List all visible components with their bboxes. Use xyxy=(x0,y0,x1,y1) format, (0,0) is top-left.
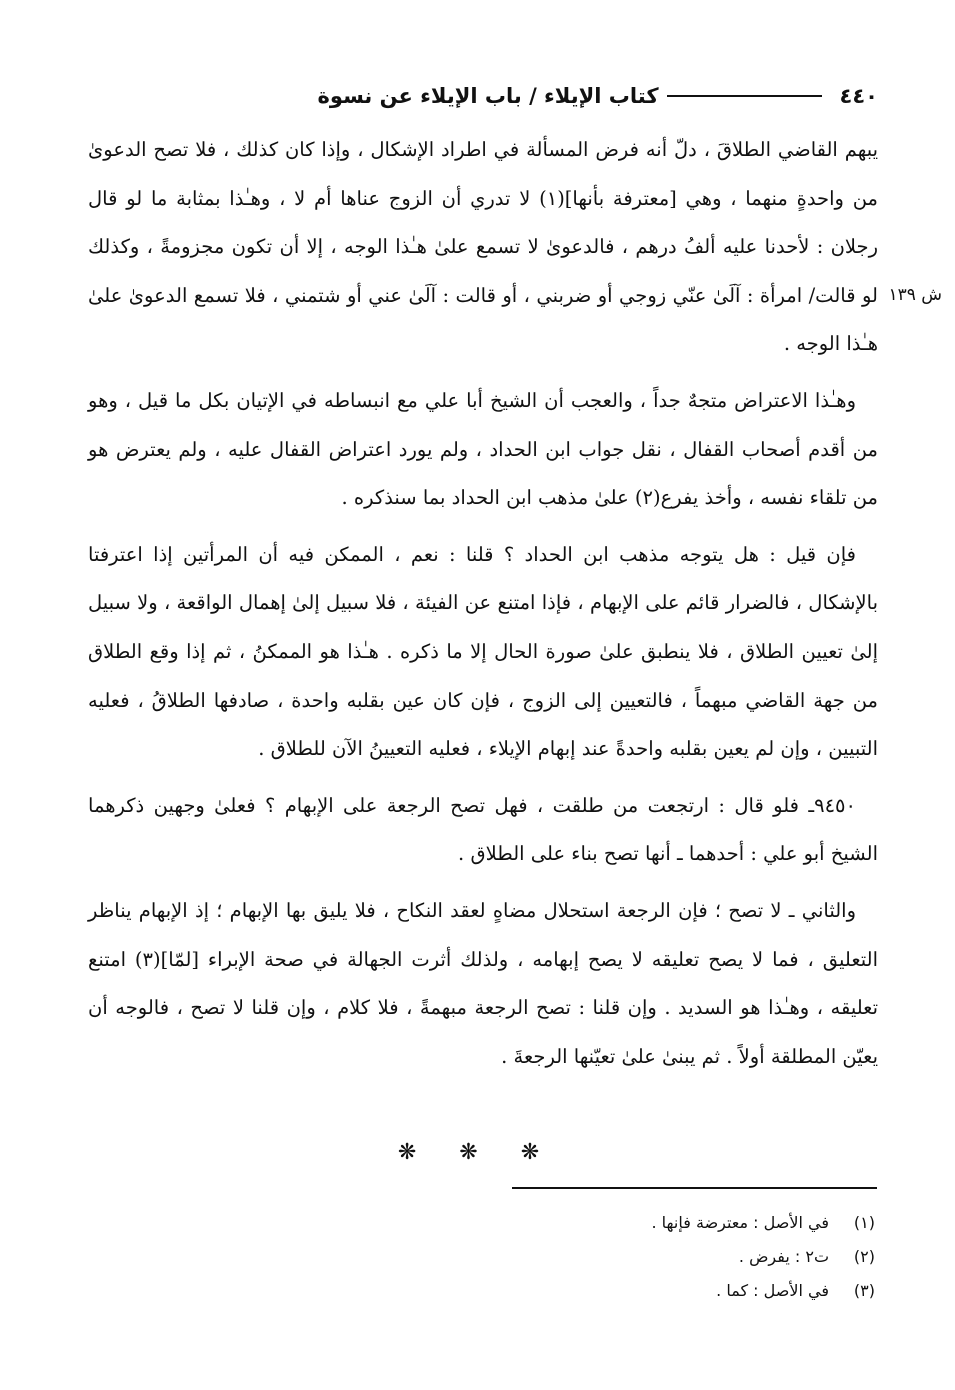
main-text xyxy=(88,126,878,1081)
footnote-text: في الأصل : كما . xyxy=(716,1281,829,1300)
paragraph: فإن قيل : هل يتوجه مذهب ابن الحداد ؟ قلنا : نعم ، الممكن فيه أن المرأتين إذا اعترفتا بالإشكال ، فالضرار قائم على الإبهام ، فإذا امتنع عن الفيئة ، فلا سبيل إلىٰ إهمال الواقعة ، ولا سبيل إلىٰ تعيين الطلاق ، فلا ينطبق علىٰ صورة الحال إلا ما ذكره . هـٰذا هو الممكنُ ، ثم إذا وقع الطلاق من جهة القاضي مبهماً ، فالتعيين إلى الزوج ، فإن كان عين بقلبه واحدة ، صادفها الطلاقُ ، فعليه التبيين ، وإن لم يعين بقلبه واحدةً عند إبهام الإيلاء ، فعليه التعيينُ الآن للطلاق . xyxy=(88,542,878,761)
footnote-number: (١) xyxy=(853,1213,875,1232)
paragraph-numbered: ٩٤٥٠ـ فلو قال : ارتجعت من طلقت ، فهل تصح الرجعة على الإبهام ؟ فعلىٰ وجهين ذكرهما الشيخ أبو علي : أحدهما ـ أنها تصح بناء على الطلاق . xyxy=(88,793,878,866)
header-rule xyxy=(667,95,822,97)
footnote-text: ت٢ : يفرض . xyxy=(738,1247,829,1266)
paragraph: يبهم القاضي الطلاقَ ، دلّ أنه فرض المسألة في اطراد الإشكال ، وإذا كان كذلك ، فلا تصح الدعوىٰ من واحدةٍ منهما ، وهي [معترفة بأنها](١) لا تدري أن الزوج عناها أم لا ، وهـٰذا بمثابة ما لو قال رجلان : لأحدنا عليه ألفُ درهم ، فالدعوىٰ لا تسمع علىٰ هـٰذا الوجه ، إلا أن تكون مجزومةً ، وكذلك لو قالت/ امرأة : آلَىٰ عنّي زوجي أو ضربني ، أو قالت : آلَىٰ عني أو شتمني ، فلا تسمع الدعوىٰ علىٰ هـٰذا الوجه . xyxy=(88,138,878,356)
paragraph: وهـٰذا الاعتراض متجهٌ جداً ، والعجب أن الشيخ أبا علي مع انبساطه في الإتيان بكل ما قيل ، وهو من أقدم أصحاب القفال ، نقل جواب ابن الحداد ، ولم يورد اعتراض القفال عليه ، ولم يعترض هو من تلقاء نفسه ، وأخذ يفرع(٢) علىٰ مذهب ابن الحداد بما سنذكره . xyxy=(88,388,878,510)
footnote xyxy=(400,1274,875,1308)
footnote-number: (٣) xyxy=(853,1281,875,1300)
footnote-text: في الأصل : معترضة فإنها . xyxy=(651,1213,829,1232)
header-title: كتاب الإيلاء / باب الإيلاء عن نسوة xyxy=(317,84,659,108)
section-separator: ❋ ❋ ❋ xyxy=(397,1140,558,1165)
footnotes xyxy=(400,1206,875,1308)
page-number: ٤٤٠ xyxy=(839,84,878,108)
footnote-rule xyxy=(512,1187,877,1189)
running-header xyxy=(90,78,878,114)
footnote xyxy=(400,1240,875,1274)
footnote xyxy=(400,1206,875,1240)
paragraph: والثاني ـ لا تصح ؛ فإن الرجعة استحلال مضاهٍ لعقد النكاح ، فلا يليق بها الإبهام ؛ إذ الإبهام يناظر التعليق ، فما لا يصح تعليقه لا يصح إبهامه ، ولذلك أثرت الجهالة في صحة الإبراء [لمّا](٣) امتنع تعليقه ، وهـٰذا هو السديد . وإن قلنا : تصح الرجعة مبهمةً ، فلا كلام ، وإن قلنا لا تصح ، فالوجه أن يعيّن المطلقة أولاً . ثم يبنىٰ علىٰ تعيّنها الرجعةَ . xyxy=(88,898,878,1068)
margin-manuscript-note: ش ١٣٩ xyxy=(888,285,942,305)
footnote-number: (٢) xyxy=(853,1247,875,1266)
